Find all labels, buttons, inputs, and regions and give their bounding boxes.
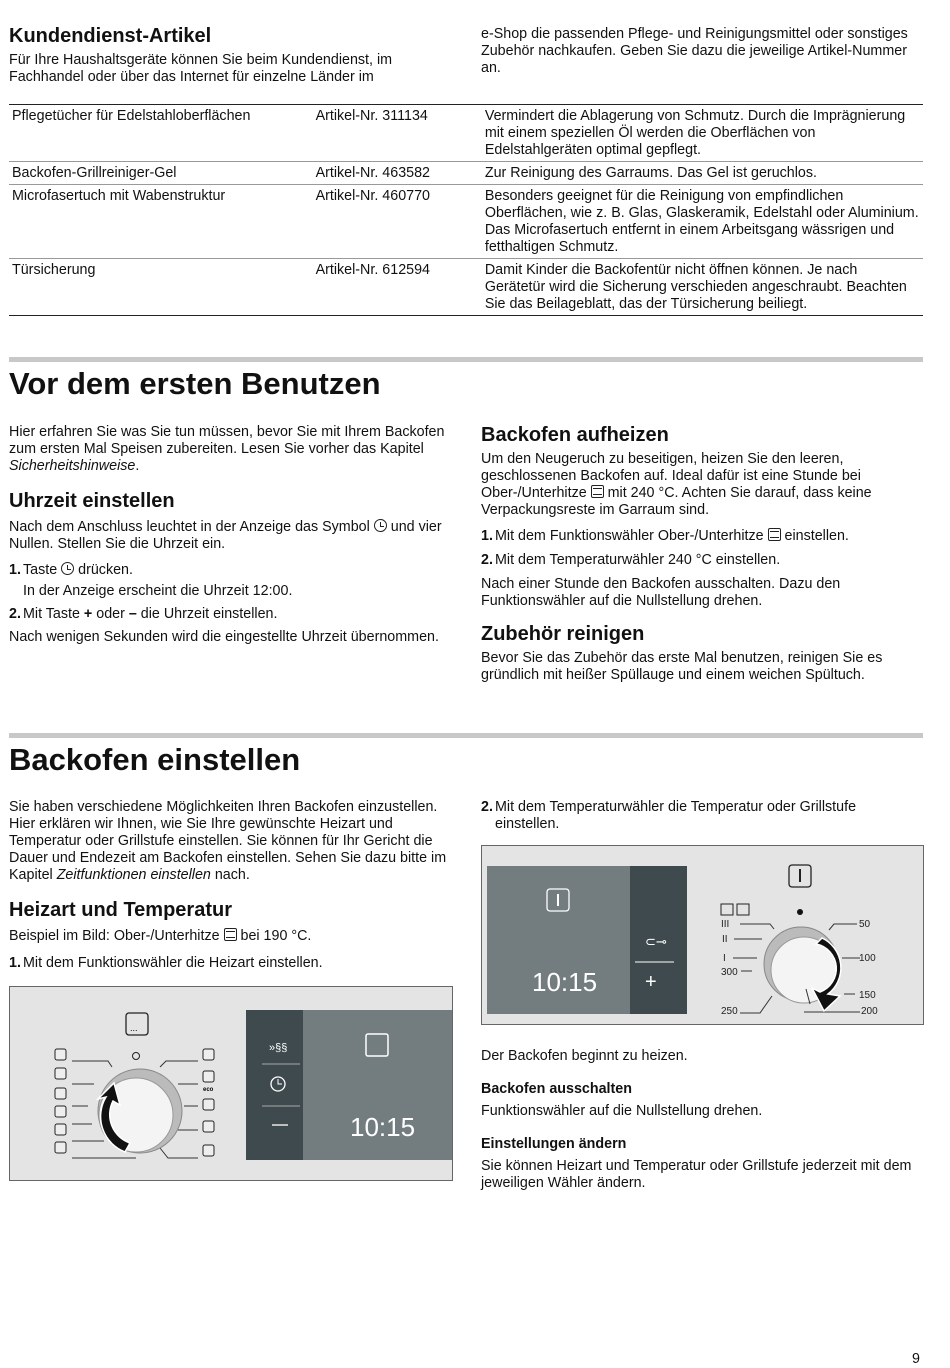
text: einstellen. xyxy=(780,528,849,544)
display-time: 10:15 xyxy=(532,967,598,997)
heiz-step-2 xyxy=(481,799,922,833)
text: . xyxy=(135,458,140,474)
clock-icon xyxy=(61,562,74,575)
heading-aufheizen: Backofen aufheizen xyxy=(481,424,669,446)
text: die Uhrzeit einstellen. xyxy=(136,606,278,622)
article-name: Pflegetücher für Edelstahloberflächen xyxy=(9,105,313,162)
article-name: Türsicherung xyxy=(9,259,313,316)
top-bottom-heat-icon xyxy=(591,485,604,498)
article-row xyxy=(9,259,923,316)
heiz-example xyxy=(9,928,452,945)
link-zeitfunktionen: Zeitfunktionen einstellen xyxy=(56,867,211,883)
text: Mit dem Funktionswähler Ober-/Unterhitze xyxy=(495,528,768,544)
auf-p2: Nach einer Stunde den Backofen ausschalten. Dazu den Funktionswähler auf die Nullstellung drehen. xyxy=(481,576,841,609)
right-column-einstellen xyxy=(481,799,922,833)
grill-level-label: II xyxy=(722,934,728,945)
step-number: 2. xyxy=(9,606,21,622)
kundendienst-intro-right: e-Shop die passenden Pflege- und Reinigungsmittel oder sonstiges Zubehör nachkaufen. Geben Sie dazu die jeweilige Artikel-Nummer an. xyxy=(481,26,908,76)
temperature-selector-figure xyxy=(481,845,924,1025)
section-divider xyxy=(9,357,923,362)
scale-label: 50 xyxy=(859,919,871,930)
heading-aendern: Einstellungen ändern xyxy=(481,1136,627,1152)
article-table xyxy=(9,104,923,316)
left-column-einstellen xyxy=(9,799,452,972)
heading-uhrzeit: Uhrzeit einstellen xyxy=(9,490,175,512)
article-name: Backofen-Grillreiniger-Gel xyxy=(9,162,313,185)
uhr-step-1-result: In der Anzeige erscheint die Uhrzeit 12:00. xyxy=(23,583,293,599)
page-number: 9 xyxy=(912,1351,920,1367)
text: oder xyxy=(92,606,129,622)
full-grill-icon xyxy=(737,904,749,915)
text: Nach dem Anschluss leuchtet in der Anzeige das Symbol xyxy=(9,519,374,535)
kundendienst-intro-left: Für Ihre Haushaltsgeräte können Sie beim Kundendienst, im Fachhandel oder über das Internet für einzelne Länder im xyxy=(9,52,393,85)
text: und vier Nullen. Stellen Sie die Uhrzeit ein. xyxy=(9,519,442,552)
text: Mit dem Temperaturwähler 240 °C einstellen. xyxy=(495,552,781,568)
grill-level-label: III xyxy=(721,919,730,930)
text: Sie haben verschiedene Möglichkeiten Ihren Backofen einzustellen. Hier erklären wir Ihnen, wie Sie Ihre gewünschte Heizart und Temperatur oder Grillstufe einstellen. Sie können für Ihr Gericht die Dauer und Endezeit am Backofen einstellen. Sehen Sie dazu bitte im Kapitel xyxy=(9,799,447,883)
text: Hier erfahren Sie was Sie tun müssen, bevor Sie mit Ihrem Backofen zum ersten Mal Speisen zubereiten. Lesen Sie vorher das Kapitel xyxy=(9,424,445,457)
text: Mit dem Funktionswähler die Heizart einstellen. xyxy=(23,955,323,971)
article-description: Damit Kinder die Backofentür nicht öffnen können. Je nach Gerätetür wird die Sicherung verschieden angeschraubt. Beachten Sie das Beilageblatt, das der Türsicherung beiliegt. xyxy=(482,259,923,316)
scale-label: 200 xyxy=(861,1006,878,1017)
oven-panel-illustration xyxy=(10,987,452,1180)
step-number: 2. xyxy=(481,799,493,815)
auf-step-2 xyxy=(481,552,922,569)
article-description: Besonders geeignet für die Reinigung von empfindlichen Oberflächen, wie z. B. Glas, Glaskeramik, Edelstahl oder Aluminium. Das Microfasertuch entfernt in einem Arbeitsgang wässrigen und fetthaltigen Schmutz. xyxy=(482,185,923,259)
step-number: 1. xyxy=(481,528,493,544)
text: Mit Taste xyxy=(23,606,84,622)
text: Mit dem Temperaturwähler die Temperatur oder Grillstufe einstellen. xyxy=(495,799,857,832)
top-bottom-heat-icon xyxy=(768,528,781,541)
article-number: Artikel-Nr. 612594 xyxy=(313,259,482,316)
clock-icon xyxy=(374,519,387,532)
text: Um den Neugeruch zu beseitigen, heizen Sie den leeren, geschlossenen Backofen auf. Ideal dafür ist eine Stunde bei Ober-/Unterhitze xyxy=(481,451,861,501)
top-bottom-heat-icon xyxy=(224,928,237,941)
scale-label: 250 xyxy=(721,1006,738,1017)
scale-label: 300 xyxy=(721,967,738,978)
article-number: Artikel-Nr. 460770 xyxy=(313,185,482,259)
heading-heizart: Heizart und Temperatur xyxy=(9,899,232,921)
function-selector-figure xyxy=(9,986,453,1181)
article-row xyxy=(9,105,923,162)
step-number: 1. xyxy=(9,562,21,578)
auf-step-1 xyxy=(481,528,922,545)
text: mit 240 °C. Achten Sie darauf, dass keine Verpackungsreste im Garraum sind. xyxy=(481,485,872,518)
aend-p: Sie können Heizart und Temperatur oder Grillstufe jederzeit mit dem jeweiligen Wähler ändern. xyxy=(481,1158,912,1191)
article-row xyxy=(9,162,923,185)
minus-icon: – xyxy=(128,606,137,622)
uhr-p1 xyxy=(9,519,452,553)
rapid-heat-icon: »§§ xyxy=(269,1042,288,1054)
article-name: Microfasertuch mit Wabenstruktur xyxy=(9,185,313,259)
article-description: Vermindert die Ablagerung von Schmutz. Durch die Imprägnierung mit einem speziellen Öl werden die Oberflächen von Edelstahlgeräten optimal gepflegt. xyxy=(482,105,923,162)
step-number: 2. xyxy=(481,552,493,568)
plus-icon: + xyxy=(645,971,657,993)
text: Taste xyxy=(23,562,62,578)
left-column-vor xyxy=(9,424,452,646)
right-column-vor xyxy=(481,423,922,684)
section-title-einstellen: Backofen einstellen xyxy=(9,742,301,777)
uhr-step-1 xyxy=(9,562,452,579)
grill-level-label: I xyxy=(723,953,726,964)
svg-text:...: ... xyxy=(130,1023,138,1033)
vor-intro xyxy=(9,424,452,475)
scale-label: 100 xyxy=(859,953,876,964)
section-title-vor: Vor dem ersten Benutzen xyxy=(9,366,381,401)
text: drücken. xyxy=(74,562,133,578)
heiz-step-1 xyxy=(9,955,452,972)
scale-label: 150 xyxy=(859,990,876,1001)
article-row xyxy=(9,185,923,259)
article-description: Zur Reinigung des Garraums. Das Gel ist geruchlos. xyxy=(482,162,923,185)
oven-panel-illustration xyxy=(482,846,923,1024)
einst-intro xyxy=(9,799,452,884)
text: bei 190 °C. xyxy=(236,928,312,944)
uhr-p2: Nach wenigen Sekunden wird die eingestellte Uhrzeit übernommen. xyxy=(9,629,439,645)
aus-p: Funktionswähler auf die Nullstellung drehen. xyxy=(481,1103,763,1119)
step-number: 1. xyxy=(9,955,21,971)
eco-label: eco xyxy=(203,1087,214,1093)
heading-ausschalten: Backofen ausschalten xyxy=(481,1081,632,1097)
article-number: Artikel-Nr. 311134 xyxy=(313,105,482,162)
text: Beispiel im Bild: Ober-/Unterhitze xyxy=(9,928,224,944)
text: nach. xyxy=(210,867,250,883)
key-lock-icon: ⊂⊸ xyxy=(645,934,667,949)
section-divider xyxy=(9,733,923,738)
display-time: 10:15 xyxy=(350,1112,416,1142)
uhr-step-2 xyxy=(9,606,452,623)
heading-zubehoer: Zubehör reinigen xyxy=(481,623,645,645)
right-column-after-figure xyxy=(481,1048,922,1192)
plus-icon: + xyxy=(83,606,93,622)
auf-p1 xyxy=(481,451,922,519)
heiz-after: Der Backofen beginnt zu heizen. xyxy=(481,1048,688,1064)
article-number: Artikel-Nr. 463582 xyxy=(313,162,482,185)
grill-icon xyxy=(721,904,733,915)
link-sicherheitshinweise: Sicherheitshinweise xyxy=(9,458,136,474)
zub-p: Bevor Sie das Zubehör das erste Mal benutzen, reinigen Sie es gründlich mit heißer Spüllauge und einem weichen Spültuch. xyxy=(481,650,883,683)
section-title-kundendienst: Kundendienst-Artikel xyxy=(9,25,212,47)
